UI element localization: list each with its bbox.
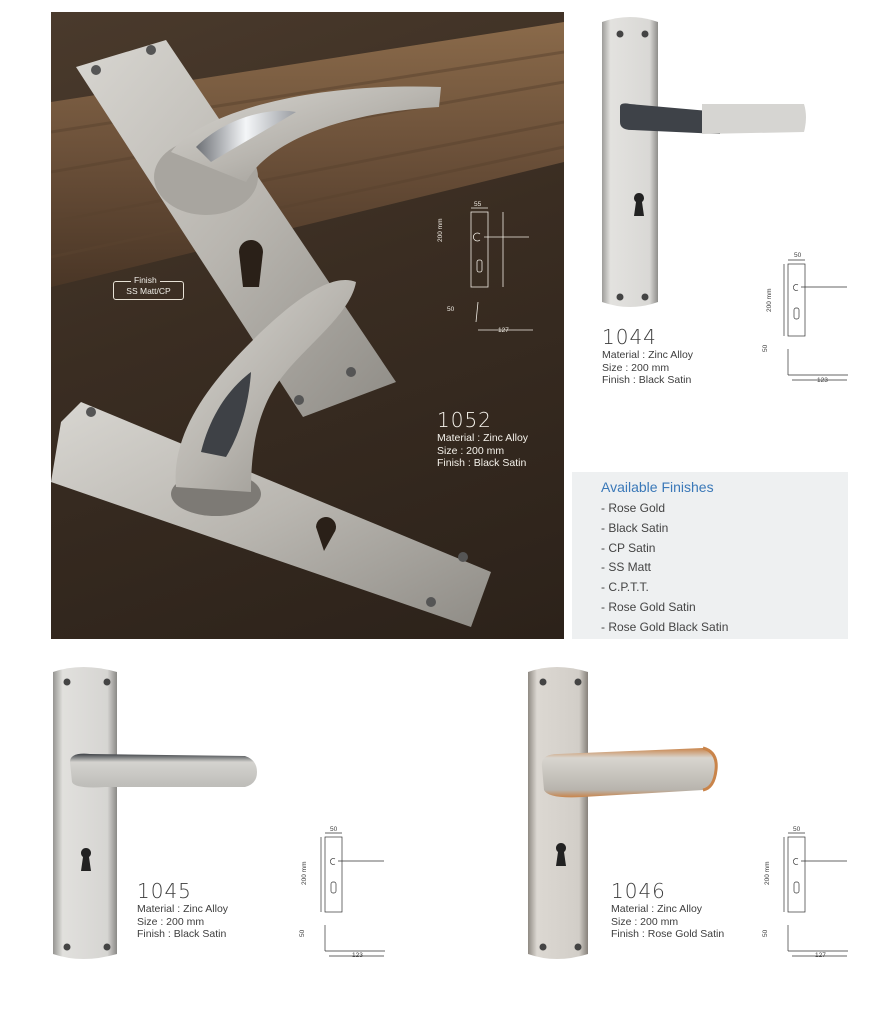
dim-rose-1052: 50 bbox=[447, 306, 455, 313]
lower-backplate bbox=[51, 402, 491, 627]
dim-height-1046: 200 mm bbox=[764, 861, 771, 885]
finish-item: - CP Satin bbox=[601, 540, 656, 555]
dim-height-1045: 200 mm bbox=[301, 861, 308, 885]
spec-material: Material : Zinc Alloy bbox=[611, 903, 703, 915]
model-code: 1045 bbox=[137, 879, 192, 903]
dim-height-1044: 200 mm bbox=[766, 288, 773, 312]
spec-finish: Finish : Black Satin bbox=[602, 374, 692, 386]
finish-item: - C.P.T.T. bbox=[601, 580, 649, 595]
finish-tag-label: Finish bbox=[131, 275, 160, 285]
dim-width-1046: 50 bbox=[793, 826, 801, 833]
finish-item: - Black Satin bbox=[601, 520, 669, 535]
dim-rose-1045: 50 bbox=[299, 929, 306, 937]
dim-rose-1046: 50 bbox=[762, 929, 769, 937]
hero-photo bbox=[51, 12, 564, 639]
available-finishes-title: Available Finishes bbox=[601, 479, 714, 495]
dim-length-1052: 127 bbox=[498, 327, 509, 334]
dim-length-1044: 123 bbox=[817, 377, 828, 384]
finish-item: - SS Matt bbox=[601, 560, 652, 575]
product-1052-info bbox=[437, 408, 528, 470]
spec-material: Material : Zinc Alloy bbox=[437, 432, 529, 444]
dim-rose-1044: 50 bbox=[762, 344, 769, 352]
spec-size: Size : 200 mm bbox=[437, 444, 505, 457]
spec-finish: Finish : Black Satin bbox=[137, 928, 227, 940]
available-finishes-list bbox=[601, 499, 728, 638]
product-1046-info bbox=[611, 879, 724, 941]
available-finishes-panel bbox=[572, 472, 848, 639]
finish-item: - Rose Gold bbox=[601, 501, 666, 515]
dim-width-1045: 50 bbox=[330, 826, 338, 833]
dimension-drawing-1045 bbox=[292, 822, 392, 967]
spec-size: Size : 200 mm bbox=[611, 915, 679, 928]
finish-tag-value: SS Matt/CP bbox=[126, 286, 171, 296]
hero-illustration bbox=[51, 12, 564, 639]
dim-length-1045: 123 bbox=[352, 952, 363, 959]
finish-item: - Rose Gold Satin bbox=[601, 599, 696, 614]
spec-material: Material : Zinc Alloy bbox=[602, 349, 694, 361]
spec-finish: Finish : Black Satin bbox=[437, 457, 527, 469]
dimension-drawing-1044 bbox=[762, 250, 852, 390]
hero-finish-tag bbox=[113, 275, 184, 299]
product-1044-info bbox=[602, 325, 693, 387]
dimension-drawing-1046 bbox=[755, 822, 855, 967]
dim-width-1052: 55 bbox=[474, 201, 482, 208]
product-1045-info bbox=[137, 879, 228, 941]
model-code: 1044 bbox=[602, 325, 657, 349]
dim-height-1052: 200 mm bbox=[437, 218, 444, 242]
model-code: 1052 bbox=[437, 408, 492, 432]
spec-size: Size : 200 mm bbox=[137, 915, 205, 928]
model-code: 1046 bbox=[611, 879, 666, 903]
spec-size: Size : 200 mm bbox=[602, 361, 670, 374]
dimension-drawing-1052 bbox=[471, 208, 533, 330]
spec-material: Material : Zinc Alloy bbox=[137, 903, 229, 915]
dim-width-1044: 50 bbox=[794, 252, 802, 259]
dim-length-1046: 127 bbox=[815, 952, 826, 959]
finish-item: - Rose Gold Black Satin bbox=[601, 619, 729, 634]
spec-finish: Finish : Rose Gold Satin bbox=[611, 928, 725, 940]
